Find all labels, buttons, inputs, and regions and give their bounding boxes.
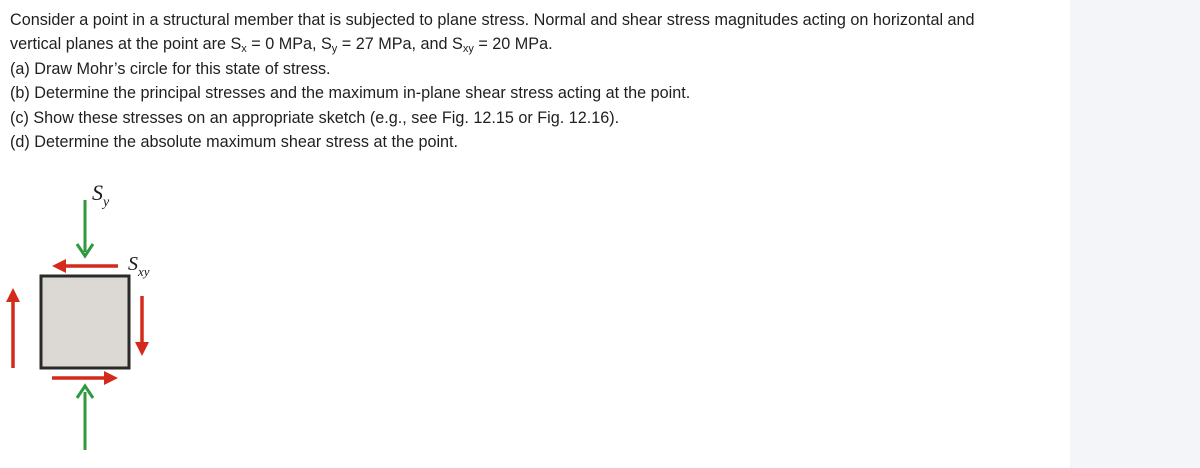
sx-subscript: x <box>241 43 247 56</box>
problem-line-2-text: vertical planes at the point are S <box>10 35 242 54</box>
sy-label: $S_y$ <box>92 180 110 210</box>
part-a: (a) Draw Mohr’s circle for this state of stress. <box>10 59 331 78</box>
problem-statement <box>10 8 1065 154</box>
right-side-panel <box>1070 0 1200 468</box>
right-shear-arrow <box>135 296 149 356</box>
part-b: (b) Determine the principal stresses and the maximum in-plane shear stress acting at the point. <box>10 84 691 103</box>
sy-value: = 27 MPa, and S <box>337 35 463 54</box>
part-d: (d) Determine the absolute maximum shear stress at the point. <box>10 133 459 152</box>
sxy-label: $S_{xy}$ <box>128 253 150 279</box>
sx-value: = 0 MPa, S <box>246 35 332 54</box>
left-shear-arrow <box>6 288 20 368</box>
top-normal-arrow <box>77 200 93 256</box>
sxy-subscript: xy <box>462 43 474 56</box>
stress-element-figure <box>0 175 200 465</box>
sy-subscript: y <box>331 43 338 56</box>
problem-line-2 <box>10 32 1065 56</box>
part-c: (c) Show these stresses on an appropriate sketch (e.g., see Fig. 12.15 or Fig. 12.16). <box>10 108 620 127</box>
bottom-normal-arrow <box>77 386 93 450</box>
sxy-value: = 20 MPa. <box>473 35 553 54</box>
top-shear-arrow <box>52 259 118 273</box>
bottom-shear-arrow <box>52 371 118 385</box>
stress-element <box>41 276 129 368</box>
problem-line-1: Consider a point in a structural member that is subjected to plane stress. Normal and shear stress magnitudes acting on horizontal and <box>10 11 975 29</box>
